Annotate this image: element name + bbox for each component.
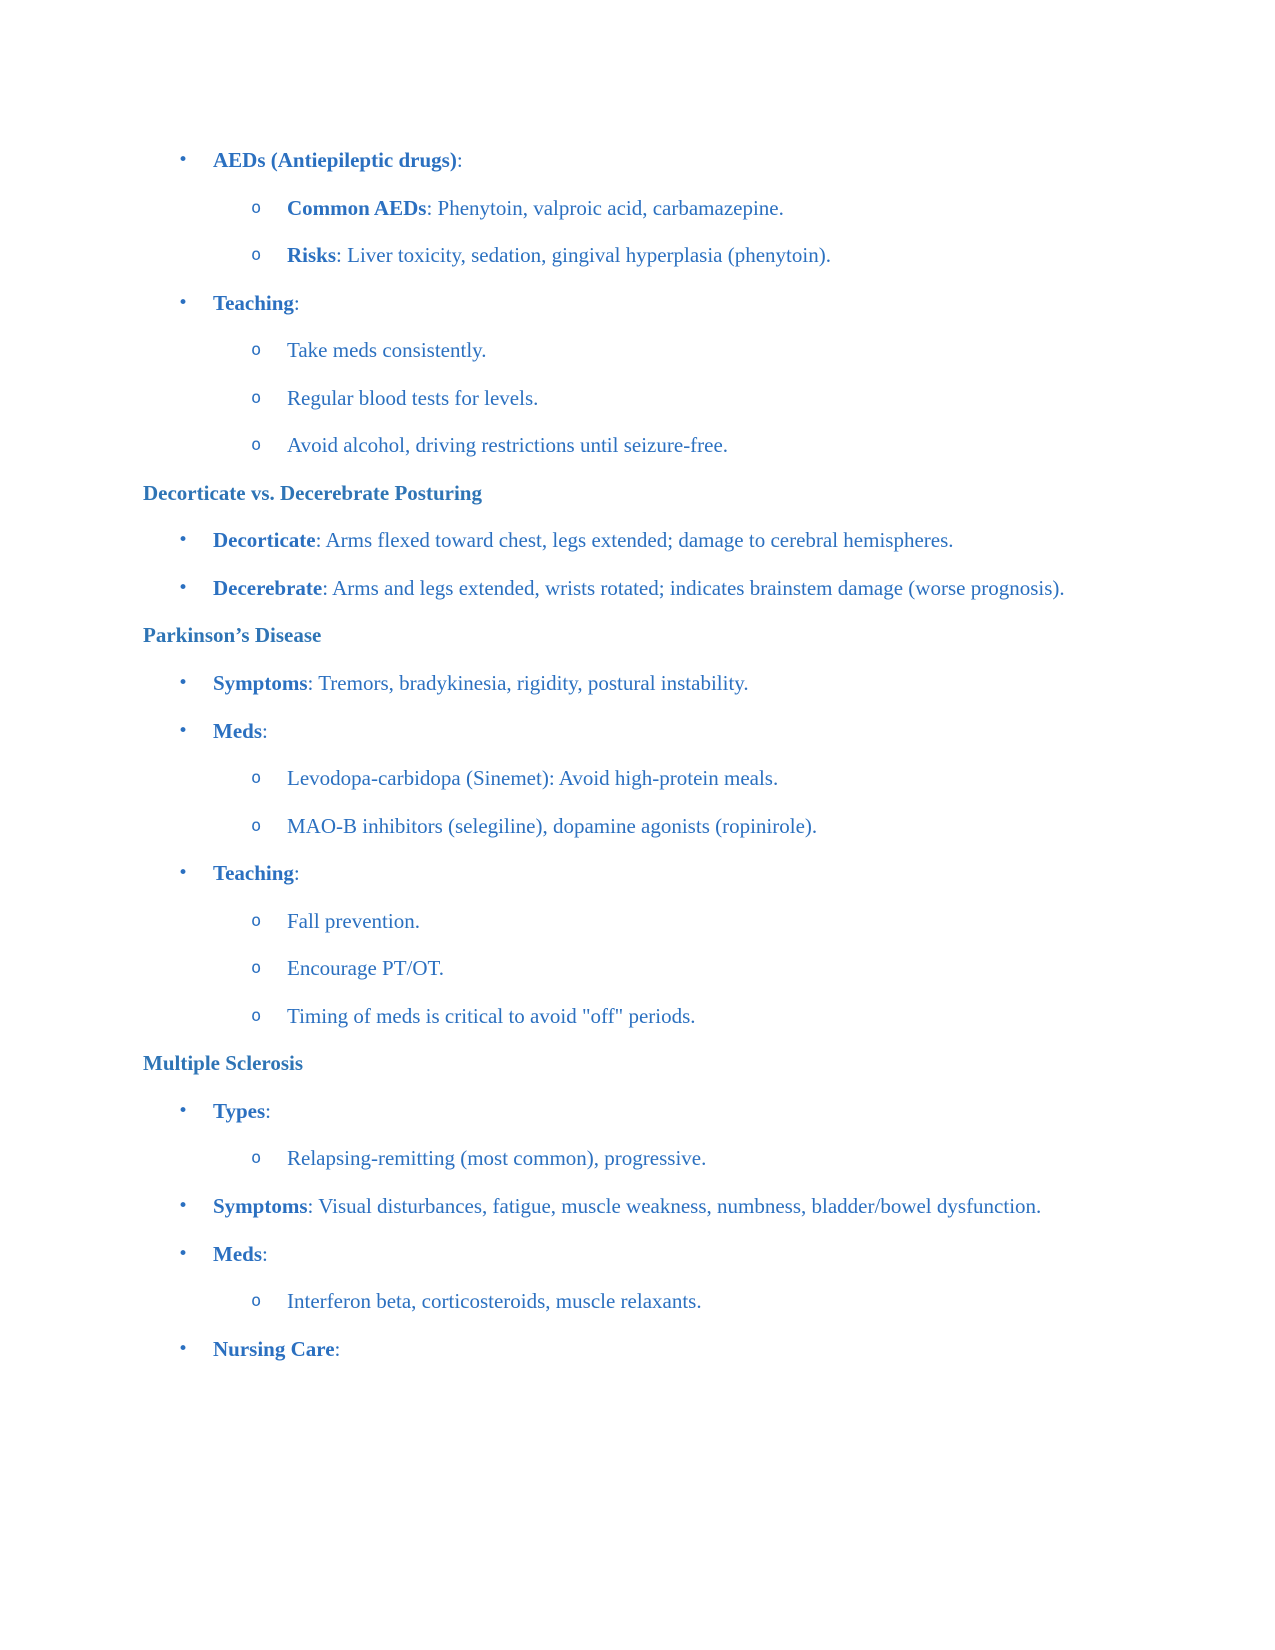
paragraph-text: AEDs (Antiepileptic drugs):: [213, 148, 463, 172]
paragraph-text: Fall prevention.: [287, 908, 420, 933]
circle-marker: o: [251, 768, 262, 789]
paragraph-text: Teaching:: [213, 861, 300, 886]
bullet-item: [178, 1333, 1127, 1366]
heading-text: Multiple Sclerosis: [143, 1051, 304, 1076]
bullet-marker: •: [178, 1100, 189, 1121]
lead-in-bold: Decerebrate: [213, 575, 323, 600]
heading-text: Parkinson’s Disease: [143, 623, 322, 648]
paragraph-text: Symptoms: Visual disturbances, fatigue, muscle weakness, numbness, bladder/bowel dysfunction.: [213, 1194, 1042, 1219]
bullet-marker: •: [178, 577, 189, 598]
bullet-item: [178, 715, 1127, 748]
paragraph-text: Decerebrate: Arms and legs extended, wrists rotated; indicates brainstem damage (worse prognosis).: [213, 575, 1065, 600]
sub-bullet-item: [251, 239, 1127, 272]
bullet-item: [178, 1238, 1127, 1271]
bullet-marker: •: [178, 530, 189, 551]
lead-in-bold: Common AEDs: [287, 195, 427, 220]
paragraph-text: Interferon beta, corticosteroids, muscle relaxants.: [287, 1289, 702, 1314]
paragraph-text: Nursing Care:: [213, 1336, 341, 1361]
bullet-marker: •: [178, 1243, 189, 1264]
paragraph-text: Risks: Liver toxicity, sedation, gingival hyperplasia (phenytoin).: [287, 243, 831, 268]
sub-bullet-item: [251, 952, 1127, 985]
sub-bullet-item: [251, 1285, 1127, 1318]
lead-in-bold: Meds: [213, 1241, 262, 1266]
sub-bullet-item: [251, 192, 1127, 225]
lead-in-bold: Decorticate: [213, 528, 316, 553]
lead-in-bold: Meds: [213, 718, 262, 743]
lead-in-bold: Teaching: [213, 290, 294, 315]
bullet-marker: •: [178, 720, 189, 741]
heading-text: Decorticate vs. Decerebrate Posturing: [143, 480, 482, 505]
bullet-marker: •: [178, 1196, 189, 1217]
circle-marker: o: [251, 245, 262, 266]
lead-in-bold: Risks: [287, 243, 337, 268]
bullet-item: [178, 1095, 1127, 1128]
paragraph-text: Avoid alcohol, driving restrictions until seizure-free.: [287, 433, 729, 458]
sub-bullet-item: [251, 334, 1127, 367]
paragraph-text: Decorticate: Arms flexed toward chest, legs extended; damage to cerebral hemispheres.: [213, 528, 954, 553]
lead-in-bold: AEDs (Antiepileptic drugs): [213, 148, 457, 172]
paragraph-text: Levodopa-carbidopa (Sinemet): Avoid high-protein meals.: [287, 766, 779, 791]
circle-marker: o: [251, 910, 262, 931]
circle-marker: o: [251, 435, 262, 456]
circle-marker: o: [251, 1005, 262, 1026]
paragraph-text: Common AEDs: Phenytoin, valproic acid, carbamazepine.: [287, 195, 784, 220]
circle-marker: o: [251, 1291, 262, 1312]
circle-marker: o: [251, 197, 262, 218]
paragraph-text: Encourage PT/OT.: [287, 956, 445, 981]
sub-bullet-item: [251, 1000, 1127, 1033]
sub-bullet-item: [251, 905, 1127, 938]
sub-bullet-item: [251, 762, 1127, 795]
bullet-item: [178, 572, 1127, 605]
paragraph-text: Meds:: [213, 718, 268, 743]
lead-in-bold: Types: [213, 1098, 266, 1123]
bullet-marker: •: [178, 863, 189, 884]
paragraph-text: MAO-B inhibitors (selegiline), dopamine agonists (ropinirole).: [287, 813, 818, 838]
bullet-marker: •: [178, 150, 189, 170]
paragraph-text: Take meds consistently.: [287, 338, 487, 363]
paragraph-text: Timing of meds is critical to avoid "off" periods.: [287, 1003, 696, 1028]
lead-in-bold: Symptoms: [213, 1194, 308, 1219]
sub-bullet-item: [251, 810, 1127, 843]
section-heading: [143, 1047, 1127, 1080]
sub-bullet-item: [251, 382, 1127, 415]
bullet-marker: •: [178, 292, 189, 313]
bullet-item: [178, 667, 1127, 700]
paragraph-text: Symptoms: Tremors, bradykinesia, rigidity, postural instability.: [213, 671, 749, 696]
circle-marker: o: [251, 958, 262, 979]
bullet-marker: •: [178, 673, 189, 694]
circle-marker: o: [251, 340, 262, 361]
paragraph-text: Meds:: [213, 1241, 268, 1266]
circle-marker: o: [251, 815, 262, 836]
lead-in-bold: Symptoms: [213, 671, 308, 696]
paragraph-text: Teaching:: [213, 290, 300, 315]
sub-bullet-item: [251, 429, 1127, 462]
circle-marker: o: [251, 387, 262, 408]
paragraph-text: Types:: [213, 1098, 271, 1123]
paragraph-text: Relapsing-remitting (most common), progressive.: [287, 1146, 707, 1171]
section-heading: [143, 477, 1127, 510]
bullet-marker: •: [178, 1338, 189, 1359]
circle-marker: o: [251, 1148, 262, 1169]
bullet-item: [178, 287, 1127, 320]
bullet-item: [178, 524, 1127, 557]
paragraph-text: Regular blood tests for levels.: [287, 385, 539, 410]
section-heading: [143, 619, 1127, 652]
bullet-item: [178, 1190, 1127, 1223]
lead-in-bold: Nursing Care: [213, 1336, 335, 1361]
lead-in-bold: Teaching: [213, 861, 294, 886]
bullet-item: [178, 144, 1127, 177]
bullet-item: [178, 857, 1127, 890]
sub-bullet-item: [251, 1142, 1127, 1175]
